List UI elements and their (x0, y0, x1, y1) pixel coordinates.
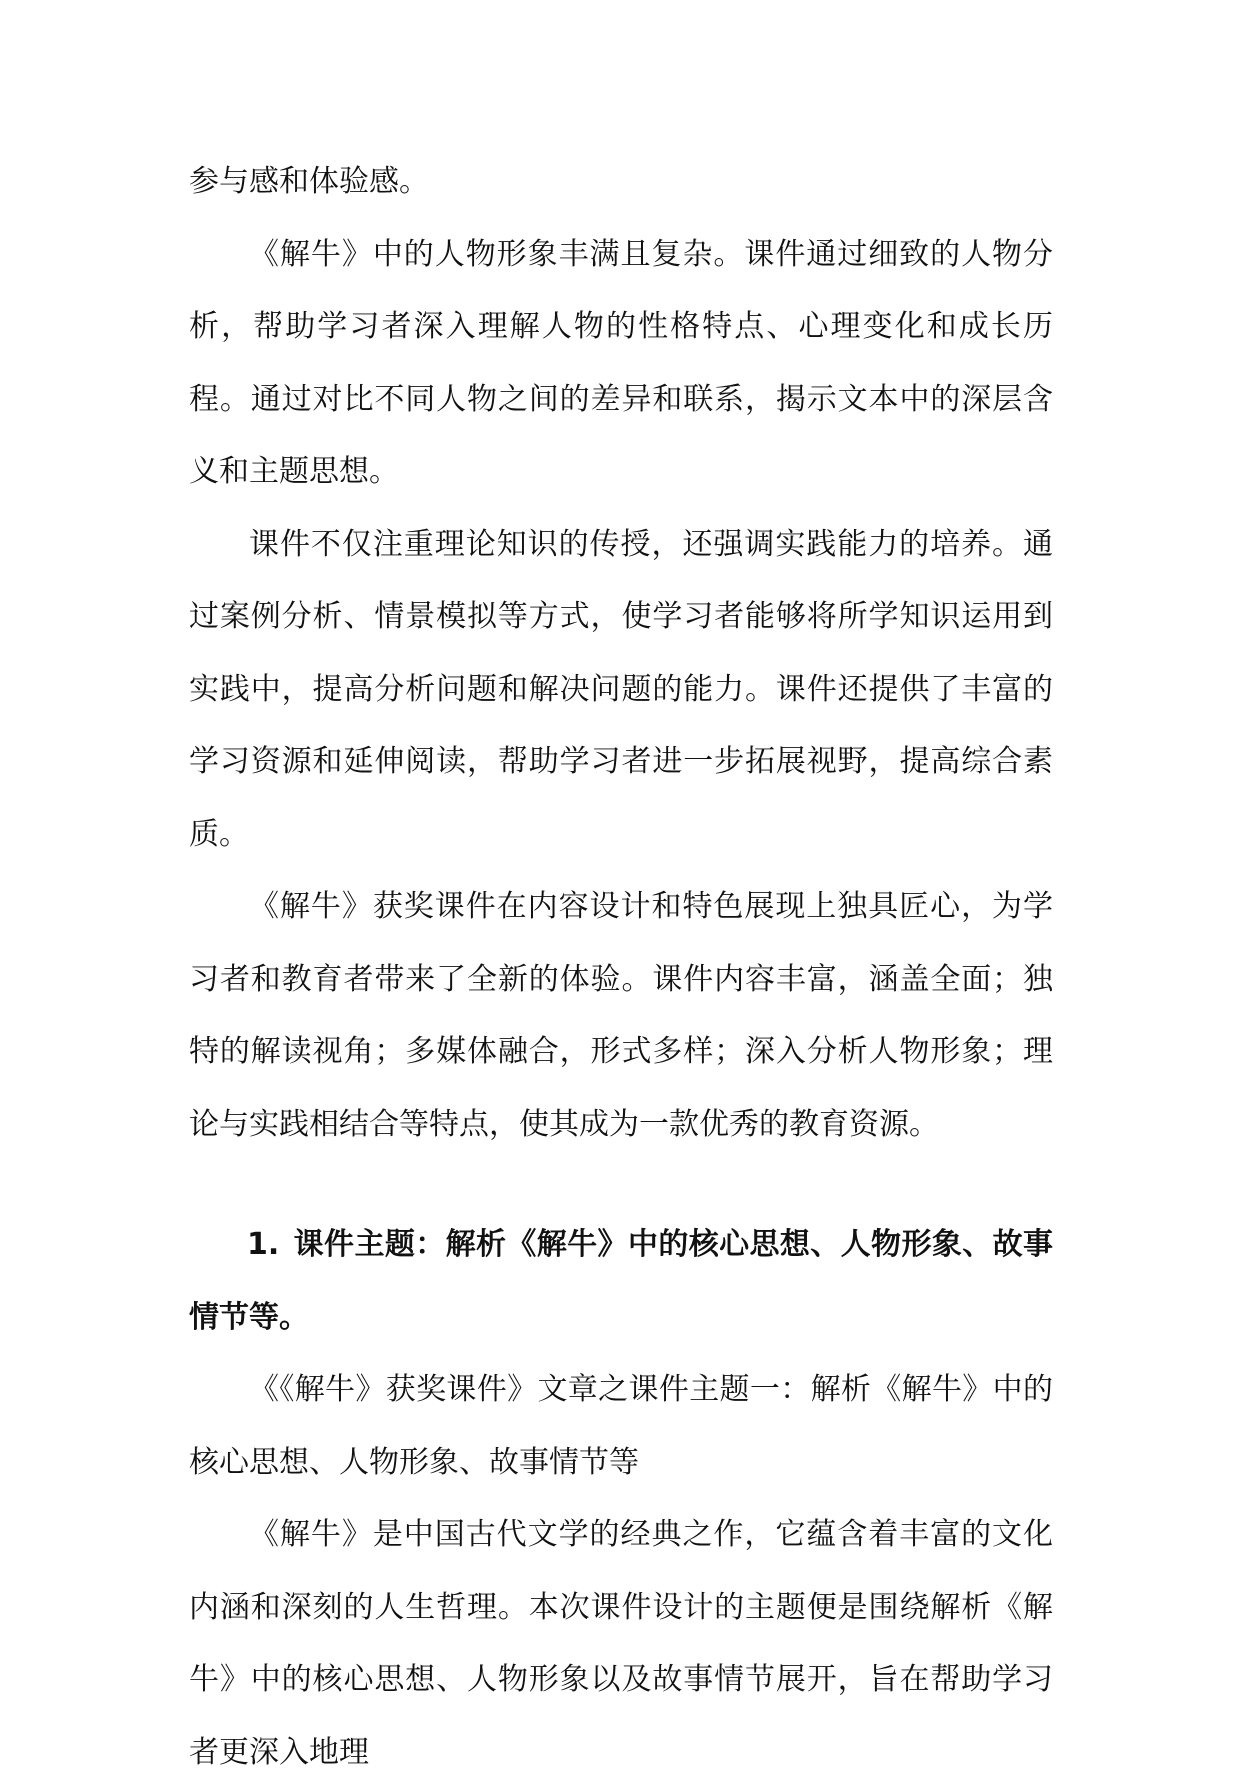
section-heading-number: 1. (247, 1227, 280, 1262)
paragraph-section-intro: 《解牛》是中国古代文学的经典之作，它蕴含着丰富的文化内涵和深刻的人生哲理。本次课件设计的主题便是围绕解析《解牛》中的核心思想、人物形象以及故事情节展开，旨在帮助学习者更深入地理 (189, 1517, 1053, 1770)
paragraph-section-title-repeat: 《《解牛》获奖课件》文章之课件主题一：解析《解牛》中的核心思想、人物形象、故事情节等 (189, 1372, 1053, 1480)
paragraph-summary: 《解牛》获奖课件在内容设计和特色展现上独具匠心，为学习者和教育者带来了全新的体验。课件内容丰富，涵盖全面；独特的解读视角；多媒体融合，形式多样；深入分析人物形象；理论与实践相结合等特点，使其成为一款优秀的教育资源。 (189, 889, 1053, 1142)
paragraph-practice: 课件不仅注重理论知识的传授，还强调实践能力的培养。通过案例分析、情景模拟等方式，使学习者能够将所学知识运用到实践中，提高分析问题和解决问题的能力。课件还提供了丰富的学习资源和延伸阅读，帮助学习者进一步拓展视野，提高综合素质。 (189, 526, 1053, 852)
document-body (189, 146, 1053, 1789)
section-heading-text: 课件主题：解析《解牛》中的核心思想、人物形象、故事情节等。 (189, 1227, 1053, 1335)
paragraph-character-analysis: 《解牛》中的人物形象丰满且复杂。课件通过细致的人物分析，帮助学习者深入理解人物的性格特点、心理变化和成长历程。通过对比不同人物之间的差异和联系，揭示文本中的深层含义和主题思想。 (189, 236, 1053, 489)
section-heading (189, 1209, 1053, 1354)
paragraph-continuation: 参与感和体验感。 (189, 164, 429, 199)
